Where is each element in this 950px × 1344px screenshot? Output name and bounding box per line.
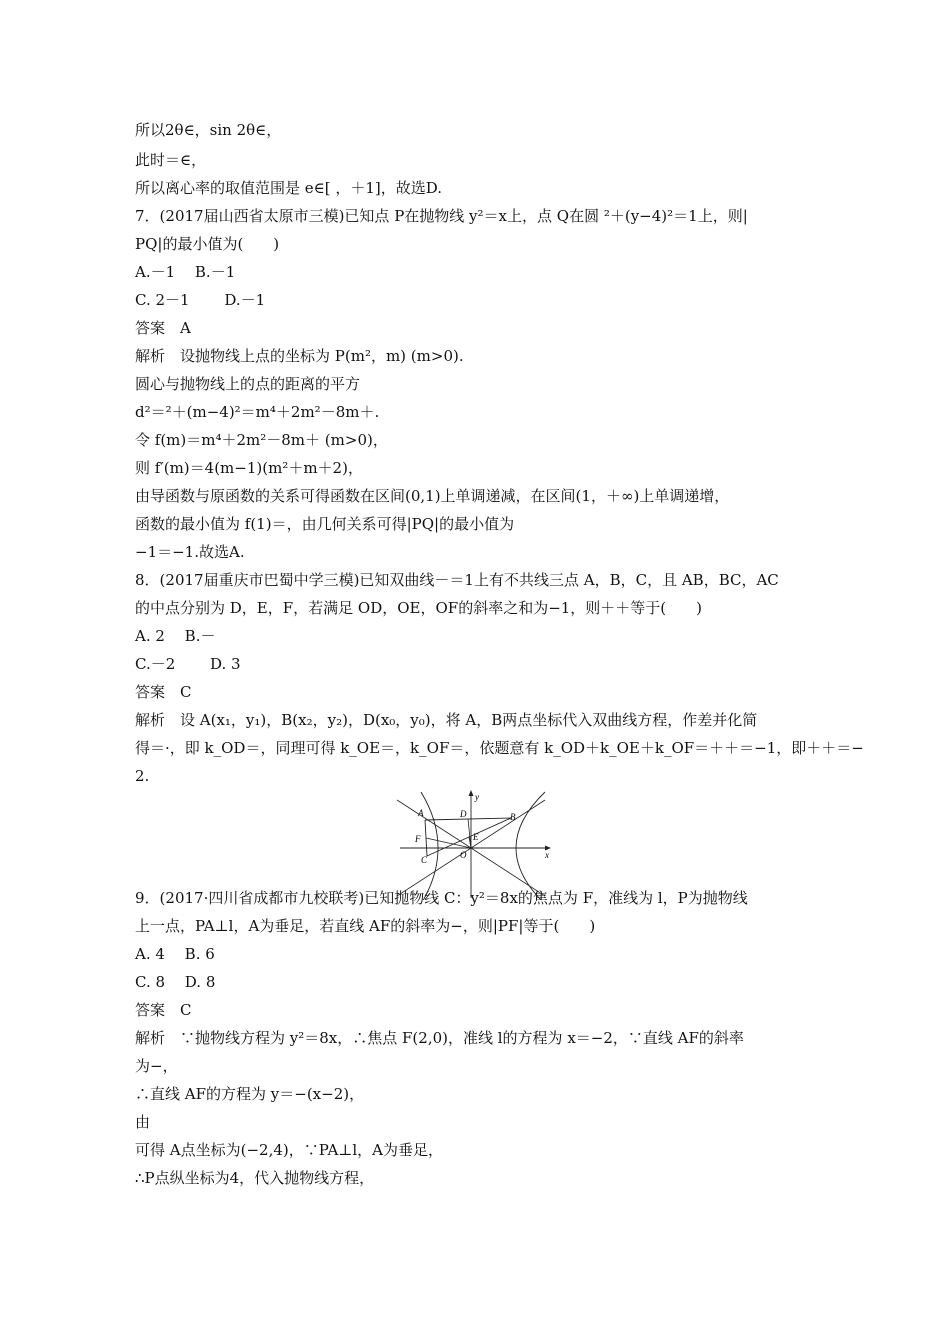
text-line: 可得 A点坐标为(−2,4)，∵PA⊥l，A为垂足，	[135, 1141, 444, 1159]
text-line: PQ|的最小值为( )	[135, 235, 280, 253]
hyperbola-right-branch	[516, 792, 545, 900]
text-line: ∴P点纵坐标为4，代入抛物线方程，	[135, 1169, 375, 1187]
text-line: 解析 设 A(x₁，y₁)，B(x₂，y₂)，D(x₀，y₀)，将 A，B两点坐标代入双曲线方程，作差并化简	[135, 711, 758, 729]
text-line: 得＝·，即 k_OD＝，同理可得 k_OE＝，k_OF＝，依题意有 k_OD＋k_OE＋k_OF＝＋＋＝−1，即＋＋＝−	[135, 739, 864, 757]
text-line: A. 4 B. 6	[135, 945, 215, 963]
text-line: C. 8 D. 8	[135, 973, 216, 991]
label-d: D	[460, 809, 467, 819]
text-line: 圆心与抛物线上的点的距离的平方	[135, 375, 361, 393]
text-line: C.－2 D. 3	[135, 655, 241, 673]
text-line: 7．(2017届山西省太原市三模)已知点 P在抛物线 y²＝x上，点 Q在圆 ²＋(y−4)²＝1上，则|	[135, 207, 748, 225]
text-line: 此时＝∈，	[135, 151, 207, 169]
text-line: 则 f′(m)＝4(m−1)(m²＋m＋2)，	[135, 459, 363, 477]
text-line: A.－1 B.－1	[135, 263, 236, 281]
text-line: 答案 C	[135, 683, 192, 701]
y-axis-arrow	[469, 790, 474, 796]
label-o: O	[460, 850, 467, 860]
label-f: F	[415, 834, 421, 844]
hyperbola-left-branch	[421, 792, 438, 900]
text-line: 由导函数与原函数的关系可得函数在区间(0,1)上单调递减，在区间(1，＋∞)上单调递增，	[135, 487, 730, 505]
text-line: 令 f(m)＝m⁴＋2m²－8m＋ (m>0)，	[135, 431, 388, 449]
text-line: 解析 ∵抛物线方程为 y²＝8x，∴焦点 F(2,0)，准线 l的方程为 x＝−2，∵直线 AF的斜率	[135, 1029, 744, 1047]
text-line: 解析 设抛物线上点的坐标为 P(m²，m) (m>0).	[135, 347, 464, 365]
text-line: 所以2θ∈，sin 2θ∈，	[135, 121, 282, 139]
label-b: B	[510, 812, 516, 822]
text-line: 为−，	[135, 1057, 178, 1075]
text-line: −1＝−1.故选A.	[135, 543, 245, 561]
text-line: 2.	[135, 767, 150, 785]
text-line: 的中点分别为 D，E，F，若满足 OD，OE，OF的斜率之和为−1，则＋＋等于( )	[135, 599, 703, 617]
label-c: C	[421, 855, 428, 865]
text-line: 9．(2017·四川省成都市九校联考)已知抛物线 C：y²＝8x的焦点为 F，准线为 l，P为抛物线	[135, 889, 748, 907]
text-line: d²＝²＋(m−4)²＝m⁴＋2m²－8m＋.	[135, 403, 380, 421]
label-e: E	[473, 832, 479, 842]
hyperbola-figure	[395, 790, 555, 900]
text-line: ∴直线 AF的方程为 y＝−(x−2)，	[135, 1085, 365, 1103]
label-y: y	[475, 792, 479, 802]
label-x: x	[545, 850, 549, 860]
text-line: 答案 A	[135, 319, 191, 337]
text-line: C. 2－1 D.－1	[135, 291, 266, 309]
text-line: A. 2 B.－	[135, 627, 216, 645]
text-line: 8．(2017届重庆市巴蜀中学三模)已知双曲线－＝1上有不共线三点 A，B，C，且 AB，BC，AC	[135, 571, 779, 589]
text-line: 答案 C	[135, 1001, 192, 1019]
label-a: A	[418, 808, 424, 818]
text-line: 所以离心率的取值范围是 e∈[ ，＋1]，故选D.	[135, 179, 443, 197]
text-line: 函数的最小值为 f(1)＝，由几何关系可得|PQ|的最小值为	[135, 515, 515, 533]
text-line: 由	[135, 1113, 151, 1131]
text-line: 上一点，PA⊥l，A为垂足，若直线 AF的斜率为−，则|PF|等于( )	[135, 917, 596, 935]
